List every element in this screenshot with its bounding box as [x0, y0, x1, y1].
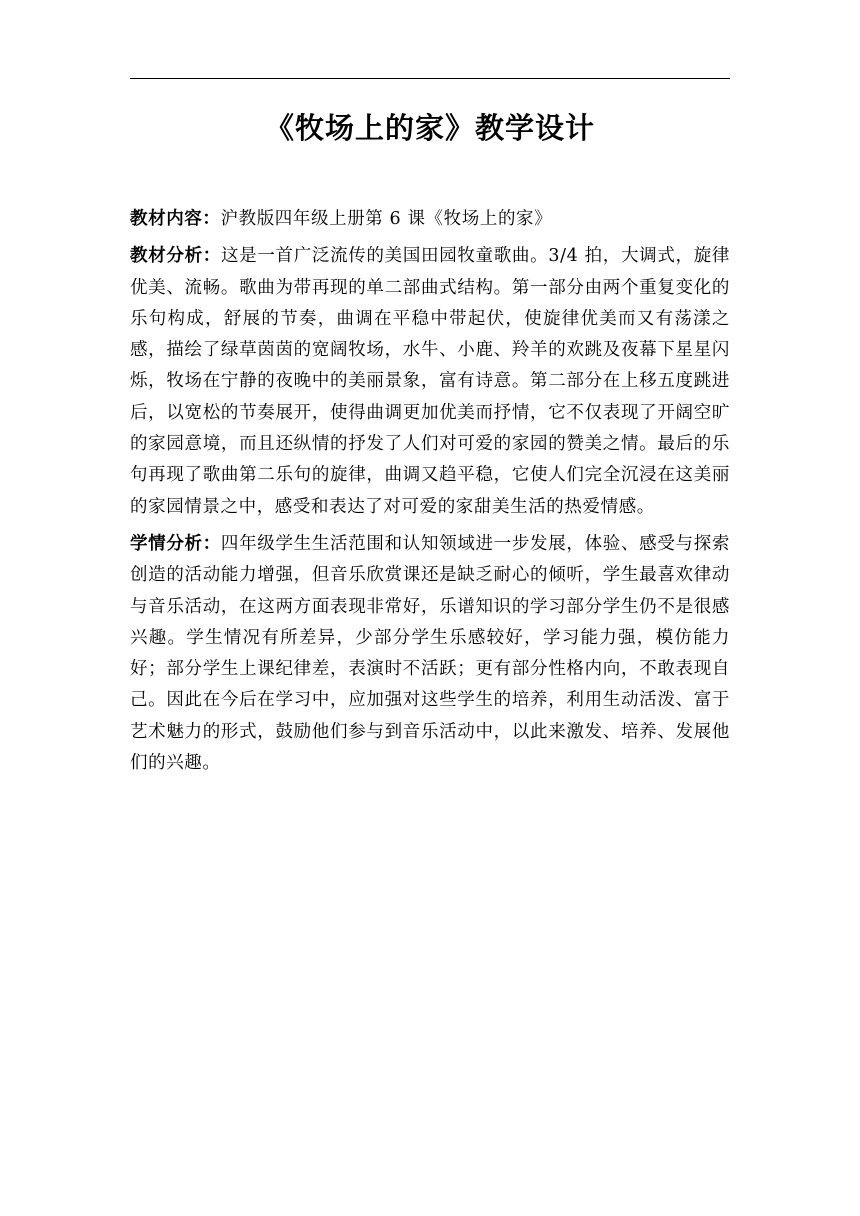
section-text: 沪教版四年级上册第 6 课《牧场上的家》 [220, 209, 553, 229]
section-label: 教材内容： [130, 209, 221, 229]
section-student-analysis [130, 529, 730, 779]
section-text: 四年级学生生活范围和认知领域进一步发展，体验、感受与探索创造的活动能力增强，但音乐欣赏课还是缺乏耐心的倾听，学生最喜欢律动与音乐活动，在这两方面表现非常好，乐谱知识的学习部分学生仍不是很感兴趣。学生情况有所差异，少部分学生乐感较好，学习能力强，模仿能力好；部分学生上课纪律差，表演时不活跃；更有部分性格内向，不敢表现自己。因此在今后在学习中，应加强对这些学生的培养，利用生动活泼、富于艺术魅力的形式，鼓励他们参与到音乐活动中，以此来激发、培养、发展他们的兴趣。 [130, 533, 730, 774]
document-title: 《牧场上的家》教学设计 [264, 111, 595, 145]
document-body [130, 204, 730, 785]
section-label: 学情分析： [130, 533, 221, 554]
section-textbook-content [130, 204, 730, 235]
section-text: 这是一首广泛流传的美国田园牧童歌曲。3/4 拍，大调式，旋律优美、流畅。歌曲为带再现的单二部曲式结构。第一部分由两个重复变化的乐句构成，舒展的节奏，曲调在平稳中带起伏，使旋律优美而又有荡漾之感，描绘了绿草茵茵的宽阔牧场，水牛、小鹿、羚羊的欢跳及夜幕下星星闪烁，牧场在宁静的夜晚中的美丽景象，富有诗意。第二部分在上移五度跳进后，以宽松的节奏展开，使得曲调更加优美而抒情，它不仅表现了开阔空旷的家园意境，而且还纵情的抒发了人们对可爱的家园的赞美之情。最后的乐句再现了歌曲第二乐句的旋律，曲调又趋平稳，它使人们完全沉浸在这美丽的家园情景之中，感受和表达了对可爱的家甜美生活的热爱情感。 [130, 246, 730, 517]
section-label: 教材分析： [130, 246, 221, 267]
header-rule [130, 78, 730, 79]
section-textbook-analysis [130, 241, 730, 523]
